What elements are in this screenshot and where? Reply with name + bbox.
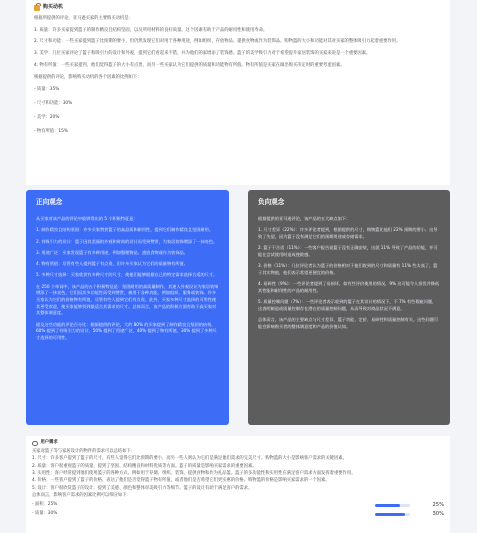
user-icon [32, 441, 38, 447]
bar-percent: 25% [432, 502, 444, 509]
user-need-point: 5. 设计：客户很欣赏篮子的设计，提到了美感、颜色和整体审美吸引力等细节。篮子的设计有助于满足客户的需求。 [32, 485, 253, 491]
positive-point: 2. 有吸引力的设计：篮子因其美丽的外观和时尚的设计而受到赞赏，为家居装饰增添了一抹亮色。 [36, 238, 218, 244]
positive-point: 5. 多种尺寸选择：买家欣赏有多种尺寸的尺寸，使他们能够根据自己的特定需求选择合适的尺寸。 [36, 272, 218, 278]
negative-intro: 根据提供的亚马逊评论，该产品的五大缺点如下： [258, 216, 351, 222]
stat-aesthetics: - 美学：20% [34, 115, 60, 121]
user-need-point: 1. 尺寸：许多客户提到了篮子的尺寸，有些人觉得它们比预期的要小，而另一些人则认为它们是满足他们需求的完美尺寸。购物篮的大小是影响客户需求的关键因素。 [32, 456, 347, 462]
bar-label: - 质量：30% [32, 511, 58, 516]
positive-point: 3. 用途广泛：买家发现篮子有多种用途，例如整理物品、盛放食物或作为装饰品。 [36, 249, 188, 255]
negative-summary: 总体而言，该产品的主要缺点与尺寸差异、篮子功能、定价、易碎性和质量控制有关。这些问题可能会影响购买者的整体满意度和产品的价值认知。 [258, 317, 439, 329]
negative-point: 4. 易碎性（9%）：一些评论者提到了易损坏，如有些评价使用的情况，9% 这可能令人担忧并降低其性能和耐用性的产品的耐用性。 [258, 281, 440, 293]
motivation-point: 1. 质量：许多买家提到篮子的制作精良且结构坚固，以及所用材料的良好质量。这个因素有助于产品的耐用性和使用寿命。 [34, 27, 268, 33]
positive-opinion-panel [26, 190, 229, 425]
negative-point: 5. 质量控制问题（7%）：一些评论者表示收到的篮子在其设计的情况下，不 7% 有些瑕疵问题，这表明制造或质量控制存在潜在的质量控制问题，从而导致对商品状况不满意。 [258, 299, 437, 311]
positive-point: 1. 制作精良且结构坚固：许多买家赞赏篮子的高品质和耐用性，提到它们制作精良且坚固耐用。 [36, 227, 214, 233]
positive-panel-title: 正向观念 [36, 198, 63, 206]
positive-summary: 在 250 个单词中，该产品的五个积极特征是：坚固耐用的高质量制作，其迷人外观设计为家居装饰增添了一抹亮色，它们因其多功能性而受到赞赏，被用于各种功能，例如组织、服务或装饰。许多买家认为它们的价格物有所值，尽管有些人提到它们有点贵。此外，买家多种尺寸选择的可用性使其更受欢迎，使买家能够找到最适合其需求的尺寸。总体而言，该产品的积极方面有助于高买家对其整体满意度。 [36, 283, 219, 316]
bar-percent: 30% [432, 511, 444, 518]
motivation-stats [34, 87, 442, 136]
user-needs-card [26, 436, 450, 533]
user-needs-intro: 买家对篮子等与家居设计的物件的需求可以总结如下： [32, 448, 136, 454]
positive-intro: 从买家对该产品的评论中能够得出的 5 个积极特征是： [36, 216, 138, 222]
user-need-point: 3. 实用性：客户经常提到他们使用篮子的各种方式，例如用于存储、组织、装饰、提供食物和作为礼品篮。篮子的多功能性和实用性在满足客户需求方面发挥着重要作用。 [32, 471, 356, 477]
bar-row-area [32, 501, 444, 510]
motivation-intro: 根据所提供的评论，亚马逊买家的主要购买动机是： [34, 15, 133, 21]
positive-point: 4. 物有所值：尽管有些人提到篮子有点贵，但许多买家认为它们的质量物有所值。 [36, 261, 188, 267]
motivation-summary: 根据提供的评论，影响购买动机的各个因素的比例如下： [34, 74, 142, 80]
user-needs-title: 用户需求 [40, 440, 58, 445]
motivation-point: 3. 美学：几位买家评论了篮子和吸引力的设计和外观，提到它们看起来不错，并为他们的家增添了装饰感。篮子的美学吸引力对于希望提升家居装饰的买家来说是一个重要因素。 [34, 51, 371, 57]
user-need-point: 2. 质量：客户很重视篮子的质量，提到了坚固、结构精良和材料优质等方面。篮子的质量是影响买家需求的重要因素。 [32, 463, 257, 469]
motivation-point: 2. 尺寸和功能：一些买家提到篮子比预期的要小，但仍然发现它们对用于各种用途，例如组织、存放物品、提供食物或作为装饰品。购物篮的大小和功能对其对买家的整体吸引力起着重要作用。 [34, 39, 401, 45]
bar-label: - 面积：25% [32, 502, 58, 507]
stat-value: - 物有所值：15% [34, 129, 68, 135]
user-needs-bars [32, 501, 444, 519]
negative-opinion-panel [248, 190, 450, 425]
stat-quality: - 质量：35% [34, 86, 60, 92]
negative-point: 3. 价格（11%）：几位评论者认为篮子的价格相对于他们收到的尺寸和质量有 11% 些太高了，篮子其实物值，他们表示希望更便宜的价格。 [258, 263, 438, 276]
progress-bar [375, 504, 410, 507]
user-needs-header [32, 440, 444, 447]
purchase-motivation-card [26, 0, 450, 185]
negative-point: 1. 尺寸差异（22%）：许多评论者提到，根据提供的尺寸，购物篮比他们 22% 预期的要小。这导致了失望，因为篮子没有满足它们的预期用途或存储需求。 [258, 227, 438, 240]
shopping-bag-icon [34, 5, 40, 11]
negative-panel-title: 负向观念 [258, 198, 285, 206]
progress-fill [375, 513, 405, 516]
purchase-motivation-title: 购买动机 [43, 4, 64, 10]
progress-fill [375, 504, 400, 507]
progress-bar [375, 513, 410, 516]
motivation-point: 4. 物有所值：一些买家提到，他们觉得篮子的大小有点贵，而另一些买家认为它们提供的质量和功能物有所值。物有所值是买家在做出购买决定时的重要考虑因素。 [34, 63, 345, 69]
purchase-motivation-header [34, 4, 442, 12]
positive-percentages: 提及这些功能的评论百分比：根据提供的评论，大约 80% 的买家提到了制作精良且坚固的结构，60% 提到了有吸引力的设计，50% 提到了用途广泛，40% 提到了物有所值，30% 提到了多种尺寸选择的可用性。 [36, 321, 217, 341]
negative-point: 2. 篮子不合适（11%）：一些客户报告说篮子没有正确安装，这就 11% 导致了产品的功能，并可能在尝试使用时造成挫败感。 [258, 245, 438, 258]
stat-size: - 尺寸和功能：30% [34, 100, 73, 106]
user-need-point: 4. 价格：一些客户提到了篮子的价格，表达了他们是否觉得篮子物有所值，或者他们是否希望它们更实惠的价格。购物篮的价格是影响买家需求的一个因素。 [32, 478, 330, 484]
bar-row-quality [32, 510, 444, 519]
user-needs-summary: 总体而言，影响客户需求的因素比例可以细分如下： [32, 493, 131, 499]
